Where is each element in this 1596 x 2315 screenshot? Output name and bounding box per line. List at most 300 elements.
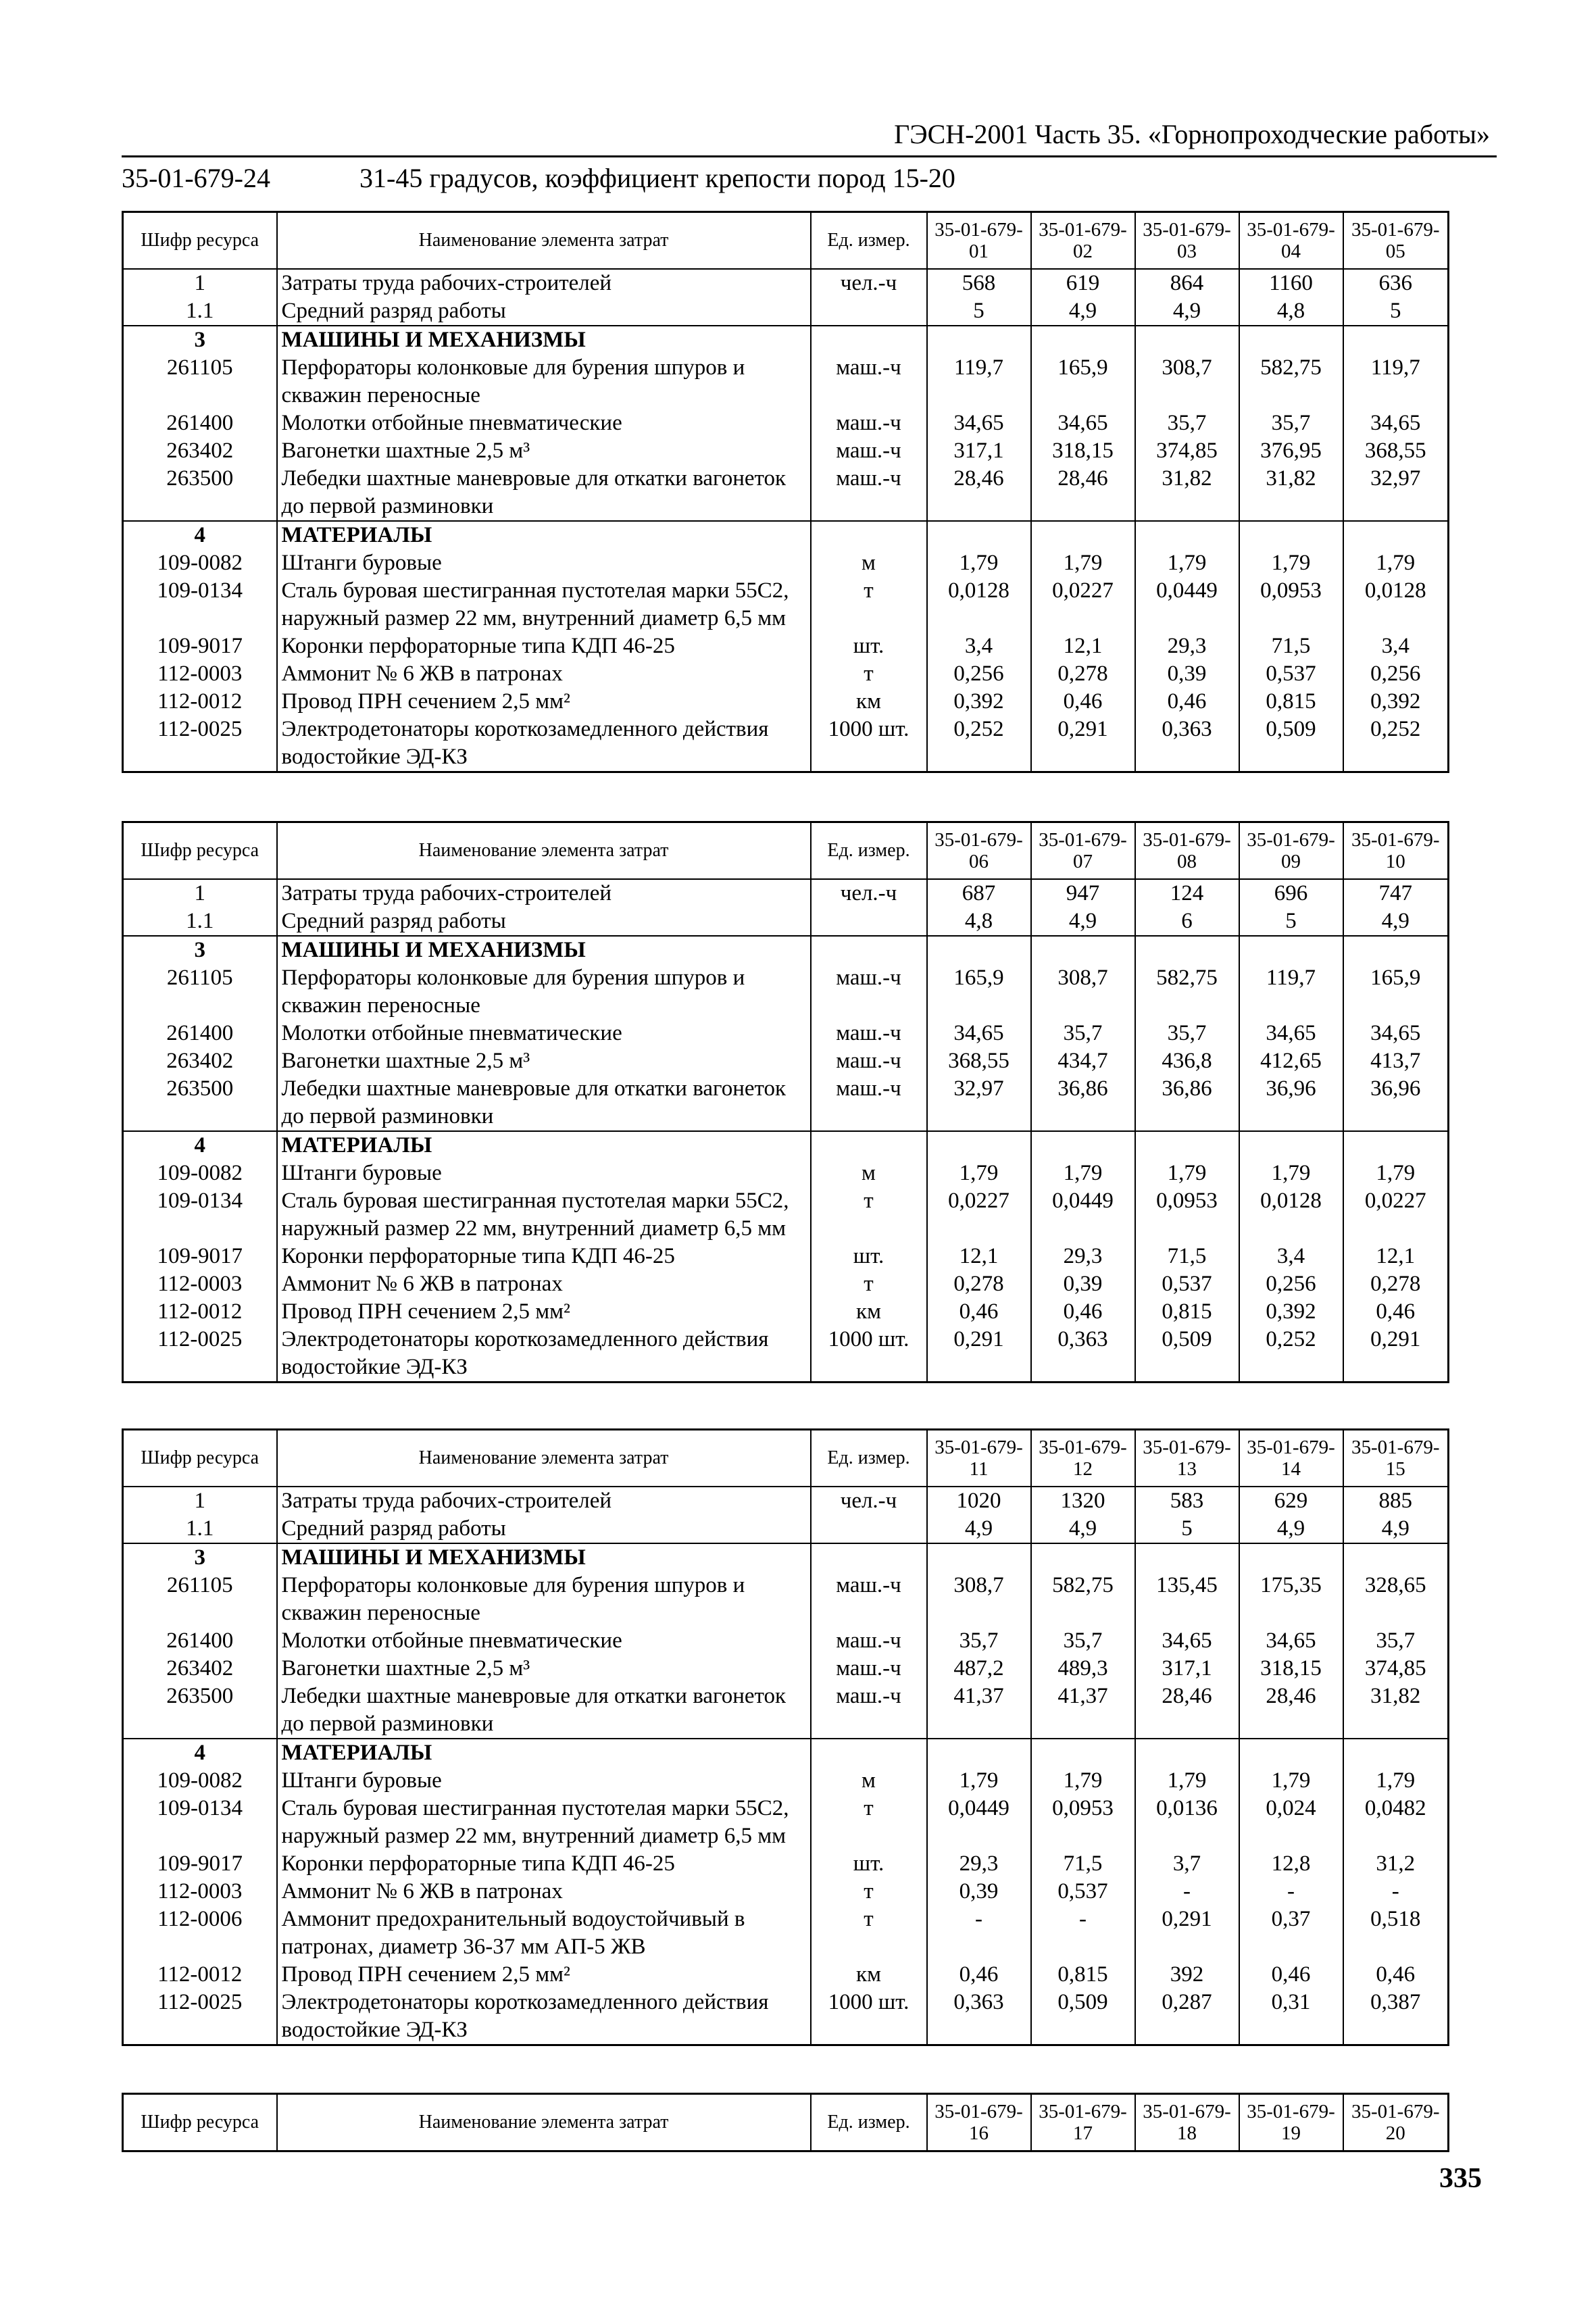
cell-value: 0,815 bbox=[1135, 1298, 1239, 1326]
cell-value: 3,7 bbox=[1135, 1850, 1239, 1878]
header-norm-code: 35-01-679-20 bbox=[1343, 2094, 1449, 2151]
cell-name: Коронки перфораторные типа КДП 46-25 bbox=[277, 632, 811, 660]
table-row bbox=[123, 1795, 1449, 1850]
cell-name: МАШИНЫ И МЕХАНИЗМЫ bbox=[277, 1543, 811, 1572]
cell-value: 34,65 bbox=[927, 1020, 1031, 1047]
cell-value: 35,7 bbox=[1135, 1020, 1239, 1047]
cell-code: 112-0012 bbox=[123, 1961, 277, 1989]
cell-value: 5 bbox=[1343, 297, 1449, 326]
cell-name: Провод ПРН сечением 2,5 мм² bbox=[277, 1298, 811, 1326]
cell-code: 1 bbox=[123, 269, 277, 297]
cell-value: 0,509 bbox=[1135, 1326, 1239, 1383]
cell-unit: маш.-ч bbox=[811, 465, 927, 521]
cell-value: 0,46 bbox=[1343, 1961, 1449, 1989]
cell-unit: м bbox=[811, 1160, 927, 1187]
cell-name: Аммонит № 6 ЖВ в патронах bbox=[277, 1270, 811, 1298]
cell-value: 35,7 bbox=[1031, 1627, 1135, 1655]
resource-table-1 bbox=[122, 211, 1449, 773]
cell-value: 1,79 bbox=[1343, 549, 1449, 577]
page-number: 335 bbox=[1439, 2163, 1482, 2194]
table-row bbox=[123, 1850, 1449, 1878]
cell-value: 0,0128 bbox=[927, 577, 1031, 632]
header-norm-code: 35-01-679-04 bbox=[1239, 212, 1343, 270]
header-norm-code: 35-01-679-03 bbox=[1135, 212, 1239, 270]
cell-value: 392 bbox=[1135, 1961, 1239, 1989]
cell-value: 0,291 bbox=[927, 1326, 1031, 1383]
cell-code: 4 bbox=[123, 521, 277, 549]
table-row bbox=[123, 326, 1449, 354]
cell-code: 261105 bbox=[123, 1572, 277, 1627]
cell-value: 1,79 bbox=[1031, 549, 1135, 577]
table-row bbox=[123, 1683, 1449, 1739]
cell-code: 109-0134 bbox=[123, 577, 277, 632]
cell-unit: маш.-ч bbox=[811, 409, 927, 437]
cell-value: 487,2 bbox=[927, 1655, 1031, 1683]
cell-value: 35,7 bbox=[1031, 1020, 1135, 1047]
cell-unit: 1000 шт. bbox=[811, 1326, 927, 1383]
cell-value: 0,46 bbox=[1239, 1961, 1343, 1989]
cell-value bbox=[1031, 1131, 1135, 1160]
cell-value: 0,387 bbox=[1343, 1989, 1449, 2045]
cell-value: 582,75 bbox=[1031, 1572, 1135, 1627]
cell-unit: маш.-ч bbox=[811, 1627, 927, 1655]
cell-value: 5 bbox=[927, 297, 1031, 326]
cell-value: 947 bbox=[1031, 879, 1135, 907]
cell-value: 1,79 bbox=[1031, 1160, 1135, 1187]
cell-value: 34,65 bbox=[1135, 1627, 1239, 1655]
cell-value: - bbox=[927, 1906, 1031, 1961]
cell-value: 32,97 bbox=[927, 1075, 1031, 1131]
cell-value: 0,287 bbox=[1135, 1989, 1239, 2045]
resource-table-4 bbox=[122, 2093, 1449, 2152]
table-row bbox=[123, 716, 1449, 772]
cell-value: 0,0227 bbox=[1343, 1187, 1449, 1243]
cell-code: 1.1 bbox=[123, 907, 277, 936]
cell-value: 374,85 bbox=[1135, 437, 1239, 465]
cell-value: 0,37 bbox=[1239, 1906, 1343, 1961]
table-row bbox=[123, 1878, 1449, 1906]
cell-value bbox=[1031, 1543, 1135, 1572]
cell-name: Перфораторы колонковые для бурения шпуров и скважин переносные bbox=[277, 1572, 811, 1627]
cell-value: 1,79 bbox=[1135, 549, 1239, 577]
cell-unit: маш.-ч bbox=[811, 1047, 927, 1075]
cell-name: Сталь буровая шестигранная пустотелая марки 55С2, наружный размер 22 мм, внутренний диаметр 6,5 мм bbox=[277, 1187, 811, 1243]
norm-description: 31-45 градусов, коэффициент крепости пород 15-20 bbox=[359, 163, 955, 193]
cell-name: Сталь буровая шестигранная пустотелая марки 55С2, наружный размер 22 мм, внутренний диаметр 6,5 мм bbox=[277, 577, 811, 632]
cell-unit: маш.-ч bbox=[811, 1655, 927, 1683]
cell-value bbox=[1343, 1131, 1449, 1160]
cell-code: 4 bbox=[123, 1131, 277, 1160]
cell-value bbox=[1239, 326, 1343, 354]
cell-value: 28,46 bbox=[1135, 1683, 1239, 1739]
cell-value bbox=[1135, 1543, 1239, 1572]
cell-code: 112-0025 bbox=[123, 716, 277, 772]
cell-value: 0,46 bbox=[927, 1298, 1031, 1326]
cell-value: 119,7 bbox=[1239, 964, 1343, 1020]
cell-value: 36,96 bbox=[1239, 1075, 1343, 1131]
cell-value: 0,815 bbox=[1239, 688, 1343, 716]
cell-unit: т bbox=[811, 577, 927, 632]
cell-name: Провод ПРН сечением 2,5 мм² bbox=[277, 1961, 811, 1989]
cell-value: 5 bbox=[1239, 907, 1343, 936]
cell-value: 35,7 bbox=[1239, 409, 1343, 437]
table-row bbox=[123, 269, 1449, 297]
cell-unit: т bbox=[811, 1906, 927, 1961]
cell-unit bbox=[811, 1131, 927, 1160]
cell-code: 263402 bbox=[123, 437, 277, 465]
cell-name: Штанги буровые bbox=[277, 549, 811, 577]
cell-value bbox=[1031, 1739, 1135, 1767]
cell-value: 28,46 bbox=[1239, 1683, 1343, 1739]
cell-value: 119,7 bbox=[927, 354, 1031, 409]
cell-value: 412,65 bbox=[1239, 1047, 1343, 1075]
cell-value: 32,97 bbox=[1343, 465, 1449, 521]
cell-value: 29,3 bbox=[1135, 632, 1239, 660]
cell-unit: км bbox=[811, 1298, 927, 1326]
cell-value: 0,0227 bbox=[1031, 577, 1135, 632]
cell-value bbox=[1239, 1543, 1343, 1572]
cell-value: 0,0953 bbox=[1031, 1795, 1135, 1850]
cell-name: Молотки отбойные пневматические bbox=[277, 409, 811, 437]
cell-name: Аммонит № 6 ЖВ в патронах bbox=[277, 1878, 811, 1906]
cell-name: Затраты труда рабочих-строителей bbox=[277, 879, 811, 907]
cell-value: 0,46 bbox=[1135, 688, 1239, 716]
cell-name: Электродетонаторы короткозамедленного действия водостойкие ЭД-КЗ bbox=[277, 716, 811, 772]
cell-value: 318,15 bbox=[1031, 437, 1135, 465]
cell-value: 1,79 bbox=[1343, 1160, 1449, 1187]
header-norm-code: 35-01-679-11 bbox=[927, 1430, 1031, 1487]
cell-name: Аммонит предохранительный водоустойчивый в патронах, диаметр 36-37 мм АП-5 ЖВ bbox=[277, 1906, 811, 1961]
table-row bbox=[123, 1739, 1449, 1767]
cell-code: 261400 bbox=[123, 1020, 277, 1047]
cell-value: 0,537 bbox=[1135, 1270, 1239, 1298]
cell-unit bbox=[811, 1515, 927, 1543]
cell-value: 0,278 bbox=[927, 1270, 1031, 1298]
table-row bbox=[123, 1487, 1449, 1515]
cell-value: 629 bbox=[1239, 1487, 1343, 1515]
cell-name: Затраты труда рабочих-строителей bbox=[277, 269, 811, 297]
cell-value: 4,9 bbox=[927, 1515, 1031, 1543]
cell-value: 1160 bbox=[1239, 269, 1343, 297]
header-unit: Ед. измер. bbox=[811, 212, 927, 270]
cell-value: 582,75 bbox=[1135, 964, 1239, 1020]
cell-value: 34,65 bbox=[1343, 1020, 1449, 1047]
cell-unit: шт. bbox=[811, 1243, 927, 1270]
table-row bbox=[123, 1989, 1449, 2045]
cell-value: 0,363 bbox=[927, 1989, 1031, 2045]
cell-value: 28,46 bbox=[1031, 465, 1135, 521]
cell-unit: т bbox=[811, 1270, 927, 1298]
cell-unit bbox=[811, 1543, 927, 1572]
cell-unit: т bbox=[811, 1795, 927, 1850]
table-row bbox=[123, 1270, 1449, 1298]
cell-code: 112-0012 bbox=[123, 1298, 277, 1326]
cell-value: 0,46 bbox=[927, 1961, 1031, 1989]
cell-value: 35,7 bbox=[1343, 1627, 1449, 1655]
cell-value: 0,0449 bbox=[1031, 1187, 1135, 1243]
cell-value: 0,46 bbox=[1031, 688, 1135, 716]
header-name: Наименование элемента затрат bbox=[277, 212, 811, 270]
cell-value: 41,37 bbox=[927, 1683, 1031, 1739]
cell-code: 263402 bbox=[123, 1655, 277, 1683]
cell-value bbox=[1343, 521, 1449, 549]
cell-value bbox=[927, 1131, 1031, 1160]
table-row bbox=[123, 521, 1449, 549]
cell-value: 71,5 bbox=[1031, 1850, 1135, 1878]
table-row bbox=[123, 1572, 1449, 1627]
cell-code: 1 bbox=[123, 1487, 277, 1515]
table-row bbox=[123, 1961, 1449, 1989]
cell-name: Сталь буровая шестигранная пустотелая марки 55С2, наружный размер 22 мм, внутренний диаметр 6,5 мм bbox=[277, 1795, 811, 1850]
cell-value: 0,392 bbox=[927, 688, 1031, 716]
cell-unit: м bbox=[811, 1767, 927, 1795]
table-row bbox=[123, 409, 1449, 437]
cell-unit: маш.-ч bbox=[811, 1020, 927, 1047]
cell-code: 1 bbox=[123, 879, 277, 907]
header-norm-code: 35-01-679-15 bbox=[1343, 1430, 1449, 1487]
page-header bbox=[122, 114, 1497, 157]
cell-value: 34,65 bbox=[927, 409, 1031, 437]
cell-value: 0,363 bbox=[1135, 716, 1239, 772]
cell-name: Молотки отбойные пневматические bbox=[277, 1020, 811, 1047]
cell-value: 0,0449 bbox=[1135, 577, 1239, 632]
cell-value bbox=[1031, 936, 1135, 964]
cell-code: 3 bbox=[123, 1543, 277, 1572]
cell-value: 0,256 bbox=[927, 660, 1031, 688]
cell-code: 263500 bbox=[123, 1683, 277, 1739]
cell-unit: чел.-ч bbox=[811, 879, 927, 907]
cell-value: - bbox=[1239, 1878, 1343, 1906]
cell-value: 12,1 bbox=[1031, 632, 1135, 660]
cell-value bbox=[1239, 1131, 1343, 1160]
cell-value: 0,0953 bbox=[1239, 577, 1343, 632]
table-row bbox=[123, 297, 1449, 326]
table-row bbox=[123, 354, 1449, 409]
cell-value: 4,8 bbox=[927, 907, 1031, 936]
cell-name: Лебедки шахтные маневровые для откатки вагонеток до первой разминовки bbox=[277, 465, 811, 521]
table-row bbox=[123, 1075, 1449, 1131]
header-norm-code: 35-01-679-17 bbox=[1031, 2094, 1135, 2151]
cell-value: 1,79 bbox=[1239, 1160, 1343, 1187]
cell-value: 0,518 bbox=[1343, 1906, 1449, 1961]
cell-value bbox=[927, 1739, 1031, 1767]
cell-code: 112-0006 bbox=[123, 1906, 277, 1961]
header-norm-code: 35-01-679-07 bbox=[1031, 822, 1135, 880]
cell-value bbox=[927, 521, 1031, 549]
cell-value: 5 bbox=[1135, 1515, 1239, 1543]
cell-code: 263402 bbox=[123, 1047, 277, 1075]
cell-name: МАТЕРИАЛЫ bbox=[277, 1739, 811, 1767]
header-norm-code: 35-01-679-12 bbox=[1031, 1430, 1135, 1487]
table-row bbox=[123, 907, 1449, 936]
cell-code: 109-0134 bbox=[123, 1187, 277, 1243]
cell-value: 34,65 bbox=[1239, 1020, 1343, 1047]
cell-value: 6 bbox=[1135, 907, 1239, 936]
cell-value: 165,9 bbox=[1031, 354, 1135, 409]
cell-value: 413,7 bbox=[1343, 1047, 1449, 1075]
cell-code: 261105 bbox=[123, 964, 277, 1020]
cell-value: 71,5 bbox=[1135, 1243, 1239, 1270]
cell-name: Электродетонаторы короткозамедленного действия водостойкие ЭД-КЗ bbox=[277, 1989, 811, 2045]
table-row bbox=[123, 964, 1449, 1020]
cell-unit bbox=[811, 936, 927, 964]
header-name: Наименование элемента затрат bbox=[277, 2094, 811, 2151]
cell-code: 109-9017 bbox=[123, 1850, 277, 1878]
cell-name: Молотки отбойные пневматические bbox=[277, 1627, 811, 1655]
cell-value bbox=[1343, 936, 1449, 964]
cell-value: 368,55 bbox=[927, 1047, 1031, 1075]
cell-value: 1,79 bbox=[1135, 1160, 1239, 1187]
cell-value: 12,8 bbox=[1239, 1850, 1343, 1878]
cell-value: 0,024 bbox=[1239, 1795, 1343, 1850]
cell-unit: т bbox=[811, 1878, 927, 1906]
cell-value: 696 bbox=[1239, 879, 1343, 907]
cell-unit: м bbox=[811, 549, 927, 577]
header-norm-code: 35-01-679-16 bbox=[927, 2094, 1031, 2151]
cell-value: 308,7 bbox=[927, 1572, 1031, 1627]
cell-value: 4,9 bbox=[1031, 297, 1135, 326]
cell-name: Затраты труда рабочих-строителей bbox=[277, 1487, 811, 1515]
table-row bbox=[123, 660, 1449, 688]
cell-unit bbox=[811, 326, 927, 354]
cell-value bbox=[1343, 1739, 1449, 1767]
cell-value: 12,1 bbox=[1343, 1243, 1449, 1270]
header-norm-code: 35-01-679-09 bbox=[1239, 822, 1343, 880]
cell-value: 0,0227 bbox=[927, 1187, 1031, 1243]
cell-value: 864 bbox=[1135, 269, 1239, 297]
cell-value: 1,79 bbox=[1135, 1767, 1239, 1795]
cell-value: 3,4 bbox=[1239, 1243, 1343, 1270]
cell-value: 0,0449 bbox=[927, 1795, 1031, 1850]
cell-value: 28,46 bbox=[927, 465, 1031, 521]
cell-value: 1320 bbox=[1031, 1487, 1135, 1515]
cell-code: 109-0134 bbox=[123, 1795, 277, 1850]
cell-value: 0,31 bbox=[1239, 1989, 1343, 2045]
header-norm-code: 35-01-679-14 bbox=[1239, 1430, 1343, 1487]
table-header-row bbox=[123, 822, 1449, 880]
cell-name: Коронки перфораторные типа КДП 46-25 bbox=[277, 1243, 811, 1270]
cell-value: 885 bbox=[1343, 1487, 1449, 1515]
cell-value: 747 bbox=[1343, 879, 1449, 907]
cell-value: 1,79 bbox=[927, 1767, 1031, 1795]
cell-code: 112-0003 bbox=[123, 1270, 277, 1298]
cell-code: 109-0082 bbox=[123, 1767, 277, 1795]
cell-value: 368,55 bbox=[1343, 437, 1449, 465]
cell-name: МАШИНЫ И МЕХАНИЗМЫ bbox=[277, 326, 811, 354]
table-row bbox=[123, 577, 1449, 632]
cell-value: 36,86 bbox=[1031, 1075, 1135, 1131]
table-row bbox=[123, 465, 1449, 521]
table-row bbox=[123, 1047, 1449, 1075]
header-norm-code: 35-01-679-08 bbox=[1135, 822, 1239, 880]
cell-value: 0,392 bbox=[1343, 688, 1449, 716]
cell-value: 0,537 bbox=[1031, 1878, 1135, 1906]
cell-value bbox=[1343, 1543, 1449, 1572]
cell-value bbox=[1239, 936, 1343, 964]
cell-name: Перфораторы колонковые для бурения шпуров и скважин переносные bbox=[277, 354, 811, 409]
cell-value: 4,9 bbox=[1031, 1515, 1135, 1543]
table-header-row bbox=[123, 1430, 1449, 1487]
cell-value: 3,4 bbox=[927, 632, 1031, 660]
table-row bbox=[123, 1326, 1449, 1383]
cell-value: 434,7 bbox=[1031, 1047, 1135, 1075]
cell-value: 29,3 bbox=[927, 1850, 1031, 1878]
cell-unit: км bbox=[811, 688, 927, 716]
cell-value: 0,0136 bbox=[1135, 1795, 1239, 1850]
cell-unit: чел.-ч bbox=[811, 1487, 927, 1515]
resource-table-3 bbox=[122, 1428, 1449, 2046]
cell-value: 0,291 bbox=[1343, 1326, 1449, 1383]
cell-value: 374,85 bbox=[1343, 1655, 1449, 1683]
cell-value: 0,537 bbox=[1239, 660, 1343, 688]
table-row bbox=[123, 1515, 1449, 1543]
cell-code: 4 bbox=[123, 1739, 277, 1767]
cell-value: 71,5 bbox=[1239, 632, 1343, 660]
cell-name: Перфораторы колонковые для бурения шпуров и скважин переносные bbox=[277, 964, 811, 1020]
cell-value: 0,39 bbox=[1135, 660, 1239, 688]
cell-value: - bbox=[1031, 1906, 1135, 1961]
cell-value: 317,1 bbox=[927, 437, 1031, 465]
cell-code: 1.1 bbox=[123, 1515, 277, 1543]
cell-value: 31,82 bbox=[1135, 465, 1239, 521]
cell-value: 0,252 bbox=[1239, 1326, 1343, 1383]
cell-value: 12,1 bbox=[927, 1243, 1031, 1270]
cell-value bbox=[1031, 326, 1135, 354]
cell-unit bbox=[811, 1739, 927, 1767]
table-row bbox=[123, 437, 1449, 465]
cell-code: 109-9017 bbox=[123, 632, 277, 660]
cell-name: Штанги буровые bbox=[277, 1767, 811, 1795]
cell-unit: 1000 шт. bbox=[811, 1989, 927, 2045]
cell-name: Аммонит № 6 ЖВ в патронах bbox=[277, 660, 811, 688]
cell-value: 1,79 bbox=[927, 549, 1031, 577]
table-header-row bbox=[123, 212, 1449, 270]
cell-value bbox=[1135, 326, 1239, 354]
cell-unit: шт. bbox=[811, 632, 927, 660]
cell-value bbox=[1135, 521, 1239, 549]
table-row bbox=[123, 1298, 1449, 1326]
cell-name: Вагонетки шахтные 2,5 м³ bbox=[277, 437, 811, 465]
cell-code: 263500 bbox=[123, 465, 277, 521]
header-code: Шифр ресурса bbox=[123, 2094, 277, 2151]
cell-value bbox=[927, 936, 1031, 964]
cell-value: 687 bbox=[927, 879, 1031, 907]
cell-value: 0,291 bbox=[1135, 1906, 1239, 1961]
cell-value: 1020 bbox=[927, 1487, 1031, 1515]
table-row bbox=[123, 1187, 1449, 1243]
cell-value bbox=[1031, 521, 1135, 549]
cell-value: 41,37 bbox=[1031, 1683, 1135, 1739]
cell-name: МАШИНЫ И МЕХАНИЗМЫ bbox=[277, 936, 811, 964]
table-row bbox=[123, 1627, 1449, 1655]
header-unit: Ед. измер. bbox=[811, 2094, 927, 2151]
cell-value: 4,9 bbox=[1343, 1515, 1449, 1543]
header-unit: Ед. измер. bbox=[811, 1430, 927, 1487]
table-row bbox=[123, 549, 1449, 577]
cell-value: 0,509 bbox=[1031, 1989, 1135, 2045]
header-norm-code: 35-01-679-01 bbox=[927, 212, 1031, 270]
cell-unit bbox=[811, 907, 927, 936]
cell-value bbox=[927, 1543, 1031, 1572]
cell-unit bbox=[811, 297, 927, 326]
cell-name: МАТЕРИАЛЫ bbox=[277, 1131, 811, 1160]
cell-value: 31,82 bbox=[1239, 465, 1343, 521]
table-row bbox=[123, 1767, 1449, 1795]
cell-code: 261105 bbox=[123, 354, 277, 409]
cell-name: Средний разряд работы bbox=[277, 907, 811, 936]
cell-value: 0,46 bbox=[1031, 1298, 1135, 1326]
cell-value: 1,79 bbox=[1343, 1767, 1449, 1795]
